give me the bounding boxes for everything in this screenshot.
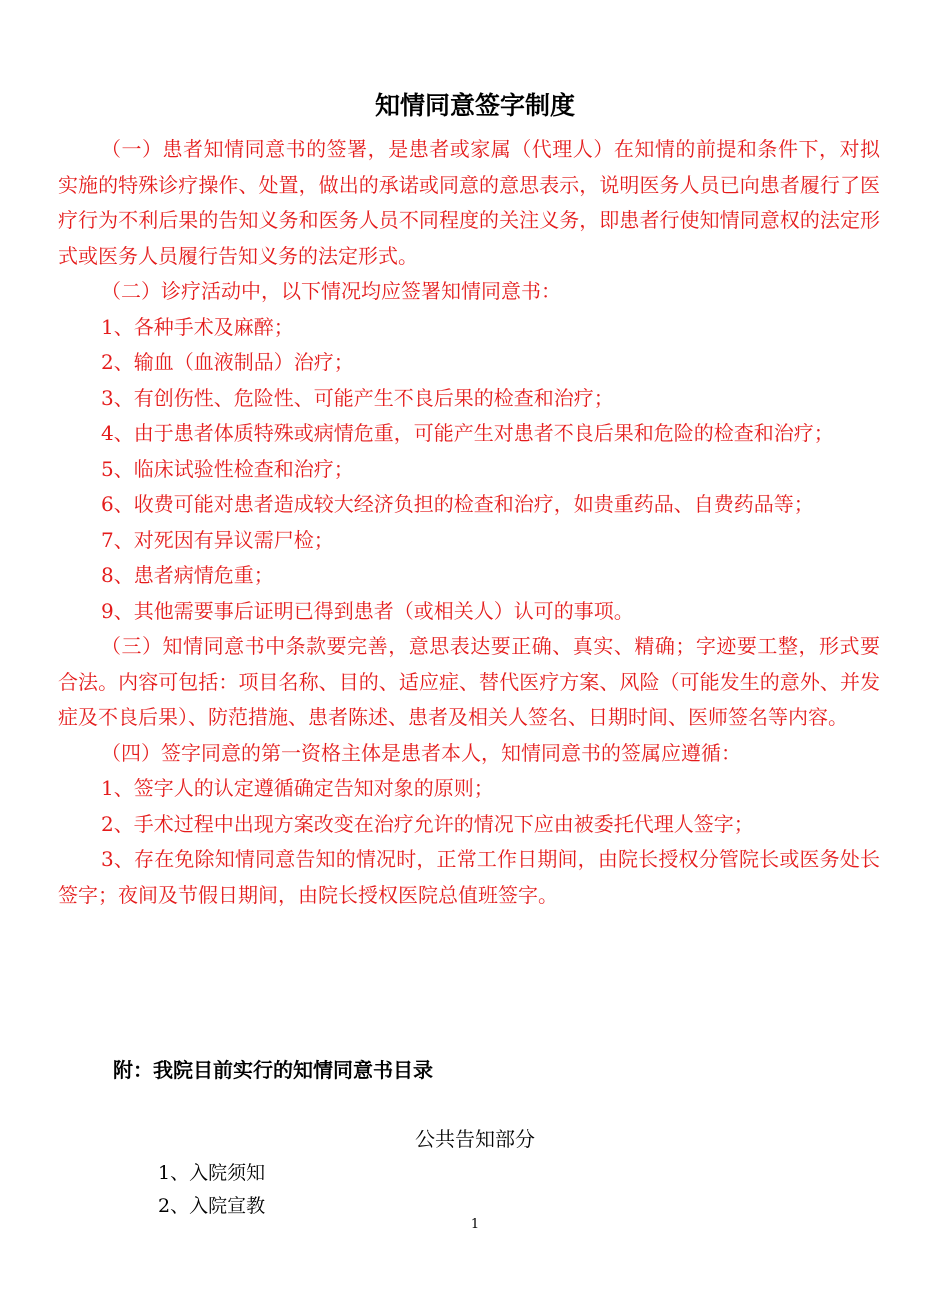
- list-item: 2、手术过程中出现方案改变在治疗允许的情况下应由被委托代理人签字；: [101, 811, 754, 836]
- list-item: 7、对死因有异议需尸检；: [101, 527, 334, 552]
- policy-body: [58, 132, 880, 913]
- list-item: 1、各种手术及麻醉；: [101, 314, 294, 339]
- paragraph-2: （二）诊疗活动中，以下情况均应签署知情同意书：: [101, 279, 561, 303]
- list-item: 2、入院宣教: [158, 1195, 266, 1217]
- list-item: 9、其他需要事后证明已得到患者（或相关人）认可的事项。: [101, 598, 634, 623]
- list-item: 2、输血（血液制品）治疗；: [101, 350, 354, 374]
- paragraph-4: （四）签字同意的第一资格主体是患者本人，知情同意书的签属应遵循：: [101, 740, 741, 765]
- paragraph-1: （一）患者知情同意书的签署，是患者或家属（代理人）在知情的前提和条件下，对拟实施的特殊诊疗操作、处置，做出的承诺或同意的意思表示，说明医务人员已向患者履行了医疗行为不利后果的告知义务和医务人员不同程度的关注义务，即患者行使知情同意权的法定形式或医务人员履行告知义务的法定形式。: [58, 137, 880, 268]
- list-item: 8、患者病情危重；: [101, 563, 274, 587]
- list-item: 5、临床试验性检查和治疗；: [101, 456, 354, 481]
- list-item: 3、有创伤性、危险性、可能产生不良后果的检查和治疗；: [101, 385, 614, 410]
- list-item: 3、存在免除知情同意告知的情况时，正常工作日期间，由院长授权分管院长或医务处长签字；夜间及节假日期间，由院长授权医院总值班签字。: [58, 847, 880, 907]
- list-item: 6、收费可能对患者造成较大经济负担的检查和治疗，如贵重药品、自费药品等；: [101, 492, 814, 516]
- list-item: 4、由于患者体质特殊或病情危重，可能产生对患者不良后果和危险的检查和治疗；: [101, 421, 834, 445]
- list-item: 1、入院须知: [158, 1162, 266, 1184]
- page-number: 1: [470, 1217, 480, 1232]
- appendix-heading: 附：我院目前实行的知情同意书目录: [113, 1058, 433, 1082]
- section-heading: 公共告知部分: [415, 1127, 535, 1151]
- form-list: [158, 1157, 265, 1223]
- page-title: 知情同意签字制度: [374, 91, 575, 120]
- paragraph-3: （三）知情同意书中条款要完善，意思表达要正确、真实、精确；字迹要工整，形式要合法。内容可包括：项目名称、目的、适应症、替代医疗方案、风险（可能发生的意外、并发症及不良后果）、防范措施、患者陈述、患者及相关人签名、日期时间、医师签名等内容。: [58, 634, 880, 729]
- list-item: 1、签字人的认定遵循确定告知对象的原则；: [101, 776, 494, 800]
